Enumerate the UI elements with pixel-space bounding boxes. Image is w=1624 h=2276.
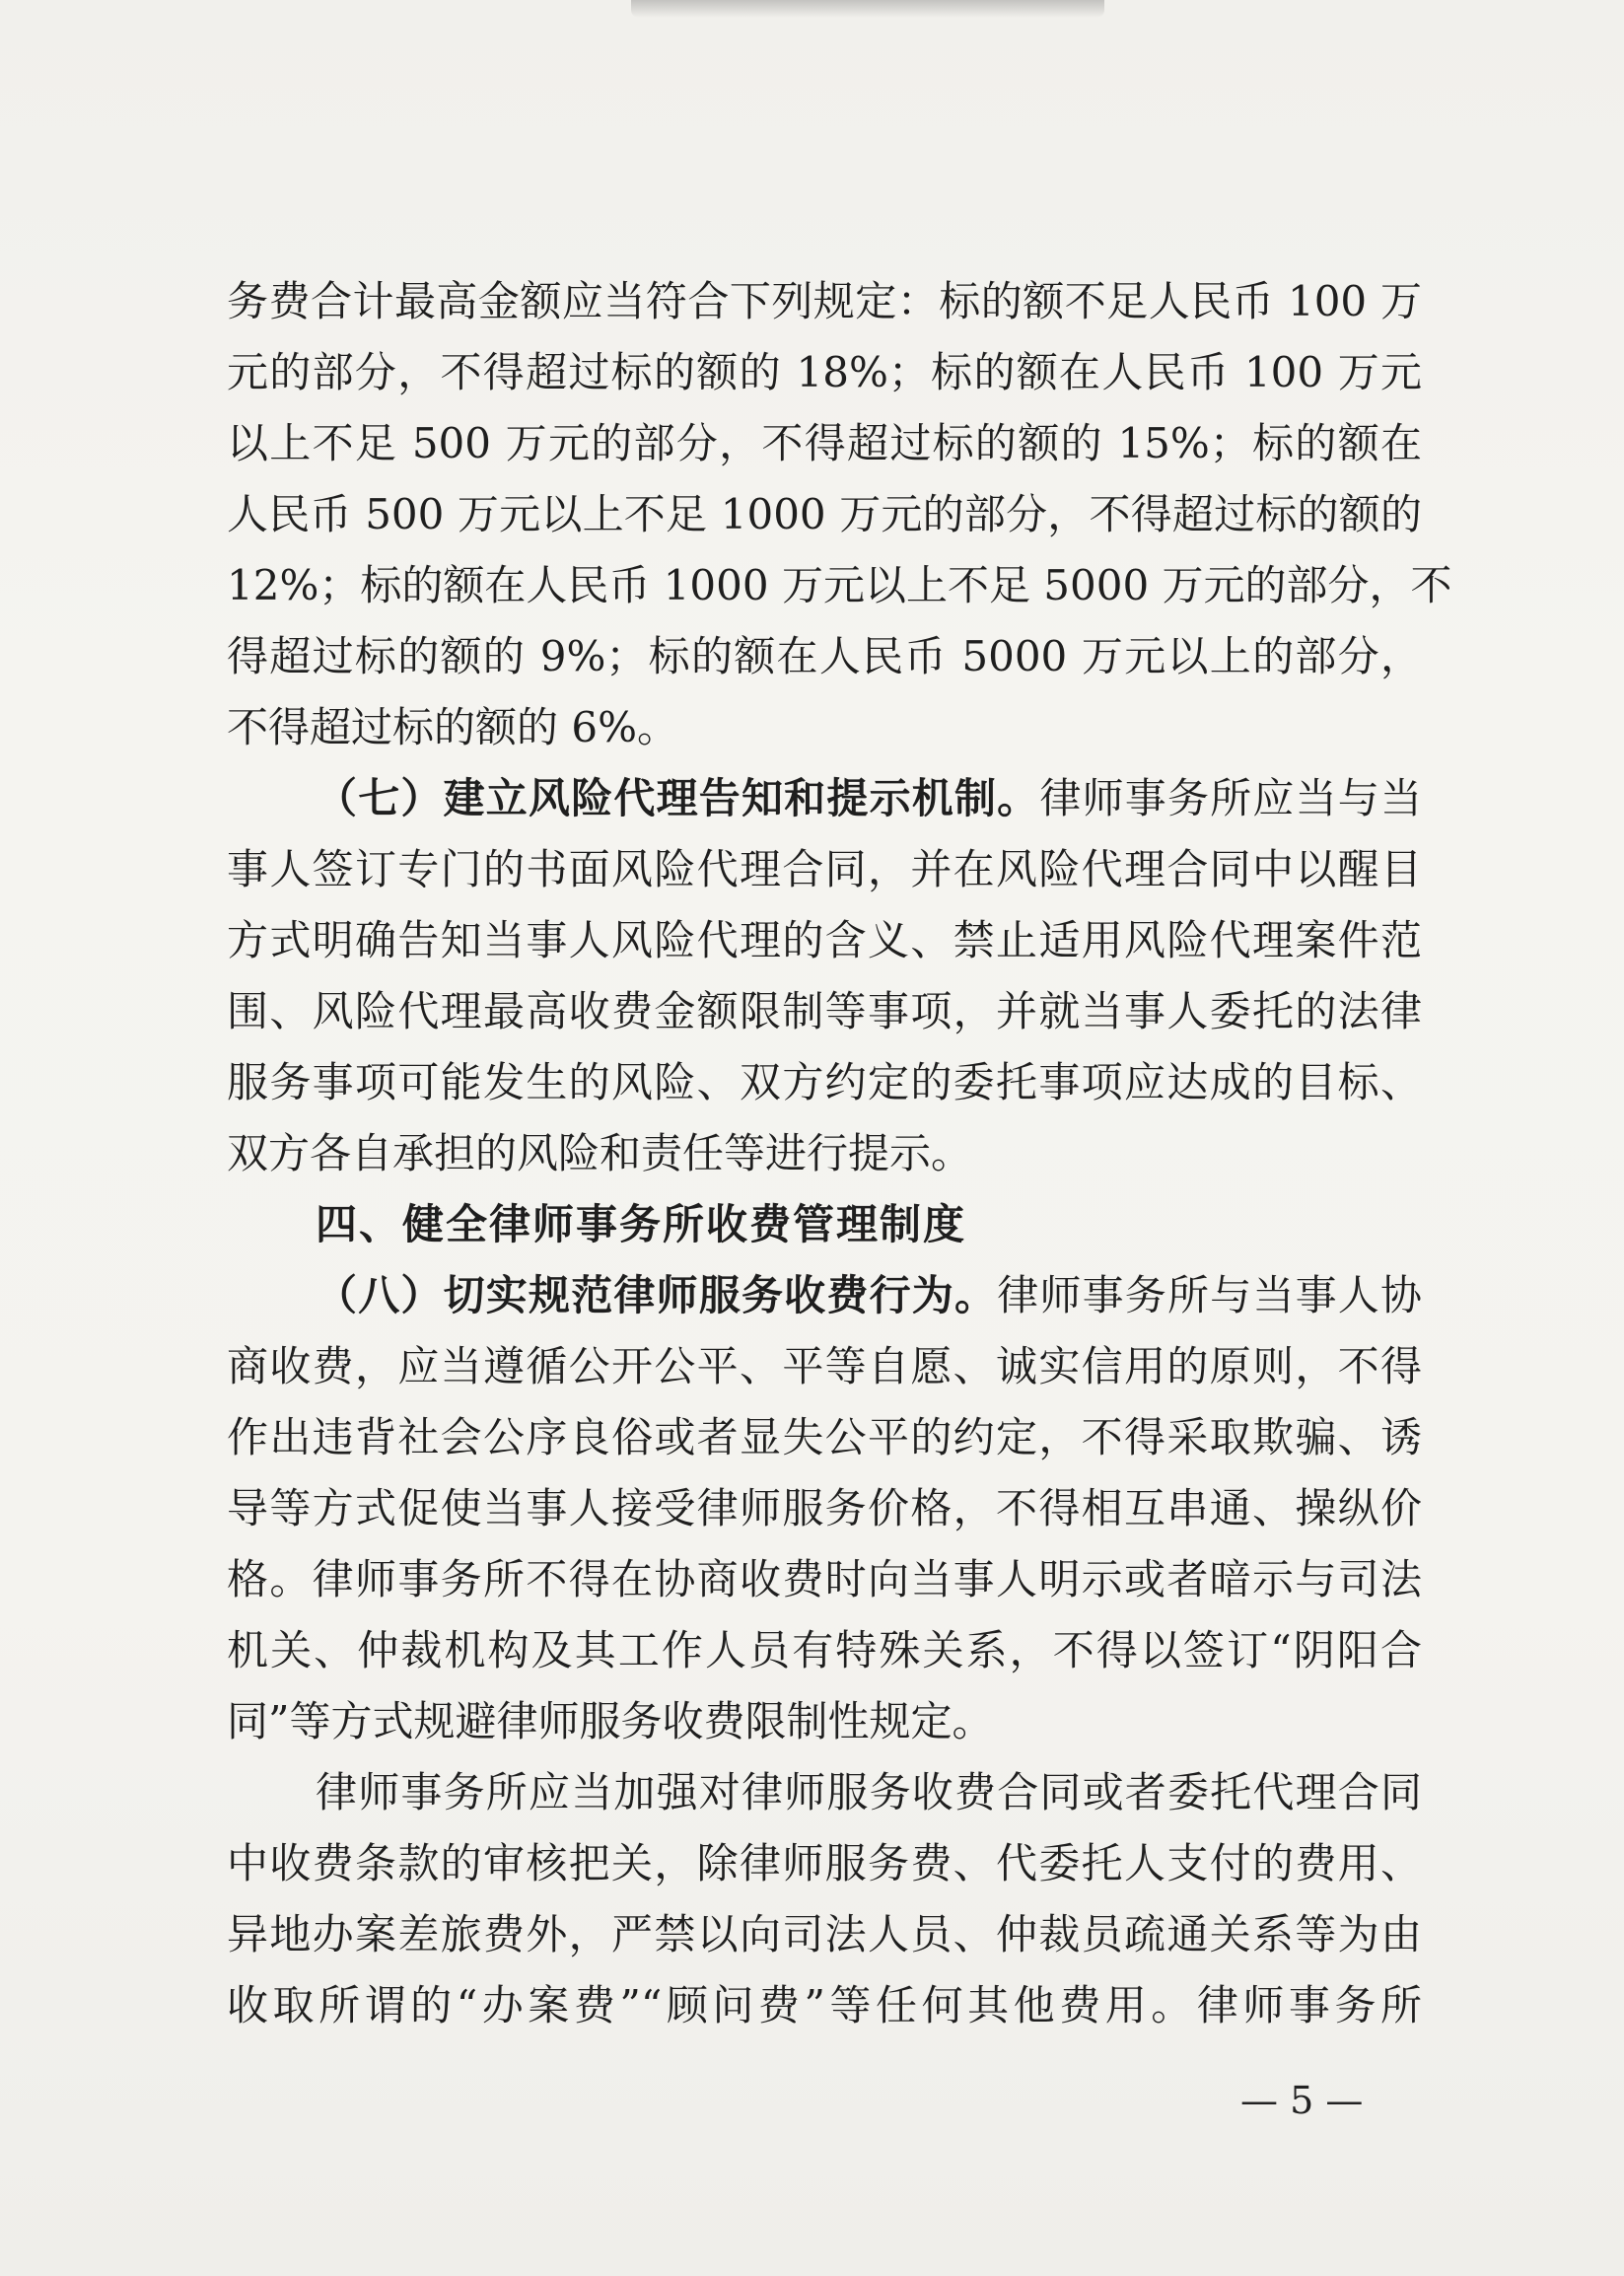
- text-line: 作出违背社会公序良俗或者显失公平的约定，不得采取欺骗、诱: [227, 1413, 1422, 1461]
- paragraph-fee-limits: [227, 266, 1452, 763]
- clause-heading: （八）切实规范律师服务收费行为。: [316, 1271, 998, 1319]
- paragraph-contract-review: [227, 1757, 1422, 2041]
- text-line: 双方各自承担的风险和责任等进行提示。: [227, 1129, 973, 1177]
- text-line: 异地办案差旅费外，严禁以向司法人员、仲裁员疏通关系等为由: [227, 1910, 1422, 1958]
- text-line: [227, 1260, 1422, 1331]
- section-heading: 四、健全律师事务所收费管理制度: [316, 1200, 967, 1248]
- text-line: 人民币 500 万元以上不足 1000 万元的部分，不得超过标的额的: [227, 490, 1422, 538]
- text-line: [227, 763, 1422, 834]
- page-number: — 5 —: [1240, 2079, 1364, 2122]
- clause-text: 律师事务所应当与当: [1039, 774, 1422, 822]
- text-line: 商收费，应当遵循公开公平、平等自愿、诚实信用的原则，不得: [227, 1342, 1422, 1390]
- text-line: 方式明确告知当事人风险代理的含义、禁止适用风险代理案件范: [227, 916, 1422, 964]
- clause-text: 律师事务所与当事人协: [997, 1271, 1422, 1319]
- text-line: 12%；标的额在人民币 1000 万元以上不足 5000 万元的部分，不: [227, 561, 1452, 609]
- text-line: 不得超过标的额的 6%。: [227, 703, 678, 751]
- text-line: 围、风险代理最高收费金额限制等事项，并就当事人委托的法律: [227, 987, 1422, 1035]
- text-line: 格。律师事务所不得在协商收费时向当事人明示或者暗示与司法: [227, 1555, 1422, 1603]
- text-line: 务费合计最高金额应当符合下列规定：标的额不足人民币 100 万: [227, 277, 1422, 325]
- text-line: 导等方式促使当事人接受律师服务价格，不得相互串通、操纵价: [227, 1484, 1422, 1532]
- text-line: 得超过标的额的 9%；标的额在人民币 5000 万元以上的部分，: [227, 632, 1422, 680]
- text-line: 中收费条款的审核把关，除律师服务费、代委托人支付的费用、: [227, 1839, 1422, 1887]
- text-line: 机关、仲裁机构及其工作人员有特殊关系，不得以签订“阴阳合: [227, 1626, 1422, 1674]
- paragraph-risk-agency: [227, 763, 1422, 1189]
- text-line: 同”等方式规避律师服务收费限制性规定。: [227, 1697, 994, 1745]
- text-line: 事人签订专门的书面风险代理合同，并在风险代理合同中以醒目: [227, 845, 1422, 893]
- text-line: 以上不足 500 万元的部分，不得超过标的额的 15%；标的额在: [227, 419, 1422, 467]
- text-line: 律师事务所应当加强对律师服务收费合同或者委托代理合同: [316, 1768, 1422, 1816]
- clause-heading: （七）建立风险代理告知和提示机制。: [316, 774, 1040, 822]
- text-line: 元的部分，不得超过标的额的 18%；标的额在人民币 100 万元: [227, 348, 1422, 396]
- text-line: 服务事项可能发生的风险、双方约定的委托事项应达成的目标、: [227, 1058, 1422, 1106]
- scan-shadow: [631, 0, 1104, 18]
- document-body: [227, 266, 1452, 2041]
- paragraph-fee-conduct: [227, 1260, 1422, 1757]
- text-line: 收取所谓的“办案费”“顾问费”等任何其他费用。律师事务所: [227, 1981, 1422, 2029]
